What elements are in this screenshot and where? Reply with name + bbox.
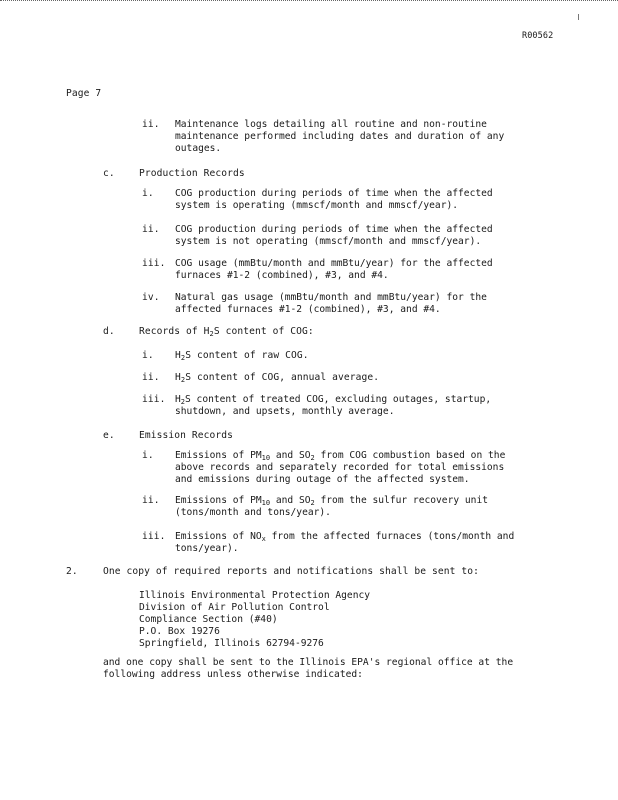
- section-label: e.: [103, 430, 115, 441]
- item-label: ii.: [142, 372, 160, 383]
- header-mark: [578, 14, 579, 20]
- address-line: Springfield, Illinois 62794-9276: [139, 638, 324, 649]
- item-line: affected furnaces #1-2 (combined), #3, and #4.: [175, 304, 441, 315]
- item-line: system is not operating (mmscf/month and mmscf/year).: [175, 236, 482, 247]
- mailing-address: [139, 590, 370, 650]
- section-label: d.: [103, 326, 115, 337]
- address-line: P.O. Box 19276: [139, 626, 220, 637]
- section-label: c.: [103, 168, 115, 179]
- item-line: tons/year).: [175, 543, 239, 554]
- page-number: Page 7: [66, 88, 102, 99]
- section-d-title: Records of $H_2S$ content of COG:: [139, 326, 314, 338]
- item-label: iv.: [142, 292, 160, 303]
- item-label: ii.: [142, 495, 160, 506]
- item-line: Emissions of $NO_x$ from the affected furnaces (tons/month and: [175, 531, 515, 543]
- item-line: system is operating (mmscf/month and mmscf/year).: [175, 200, 459, 211]
- item-label: ii.: [142, 224, 160, 235]
- item-label: i.: [142, 350, 154, 361]
- item-c-ii: [175, 224, 493, 248]
- reports-sent-to: One copy of required reports and notifications shall be sent to:: [103, 566, 480, 577]
- paragraph-number: 2.: [66, 566, 78, 577]
- item-d-ii: $H_2S$ content of COG, annual average.: [175, 372, 380, 384]
- item-line: Emissions of $PM_{10}$ and $SO_2$ from COG combustion based on the: [175, 450, 506, 462]
- item-label: i.: [142, 188, 154, 199]
- item-line: Maintenance logs detailing all routine and non-routine: [175, 119, 487, 130]
- item-line: outages.: [175, 143, 222, 154]
- item-line: COG production during periods of time when the affected: [175, 188, 493, 199]
- closing-line: and one copy shall be sent to the Illinois EPA's regional office at the: [103, 657, 514, 668]
- item-label: i.: [142, 450, 154, 461]
- item-d-i: $H_2S$ content of raw COG.: [175, 350, 309, 362]
- address-line: Illinois Environmental Protection Agency: [139, 590, 371, 601]
- address-line: Division of Air Pollution Control: [139, 602, 330, 613]
- item-c-iv: [175, 292, 487, 316]
- item-label: iii.: [142, 394, 166, 405]
- item-line: COG usage (mmBtu/month and mmBtu/year) for the affected: [175, 258, 493, 269]
- item-line: Emissions of $PM_{10}$ and $SO_2$ from the sulfur recovery unit: [175, 495, 489, 507]
- item-d-iii: [175, 394, 491, 418]
- item-line: and emissions during outage of the affected system.: [175, 474, 470, 485]
- item-line: COG production during periods of time when the affected: [175, 224, 493, 235]
- item-line: (tons/month and tons/year).: [175, 507, 331, 518]
- item-c-i: [175, 188, 493, 212]
- section-e-title: Emission Records: [139, 430, 234, 441]
- document-code: R00562: [522, 31, 554, 41]
- closing-line: following address unless otherwise indicated:: [103, 669, 363, 680]
- item-ii-maintenance: [175, 119, 504, 155]
- item-label: iii.: [142, 258, 166, 269]
- item-line: maintenance performed including dates and duration of any: [175, 131, 505, 142]
- item-line: $H_2S$ content of treated COG, excluding outages, startup,: [175, 394, 492, 406]
- item-label: iii.: [142, 531, 166, 542]
- section-c-title: Production Records: [139, 168, 245, 179]
- item-line: shutdown, and upsets, monthly average.: [175, 406, 395, 417]
- item-e-ii: [175, 495, 488, 519]
- item-c-iii: [175, 258, 493, 282]
- item-label: ii.: [142, 119, 160, 130]
- item-e-iii: [175, 531, 514, 555]
- item-line: above records and separately recorded for total emissions: [175, 462, 505, 473]
- item-line: furnaces #1-2 (combined), #3, and #4.: [175, 270, 389, 281]
- item-e-i: [175, 450, 505, 486]
- address-line: Compliance Section (#40): [139, 614, 278, 625]
- item-line: Natural gas usage (mmBtu/month and mmBtu/year) for the: [175, 292, 487, 303]
- top-edge-dots: [0, 0, 618, 3]
- closing-paragraph: [103, 657, 513, 681]
